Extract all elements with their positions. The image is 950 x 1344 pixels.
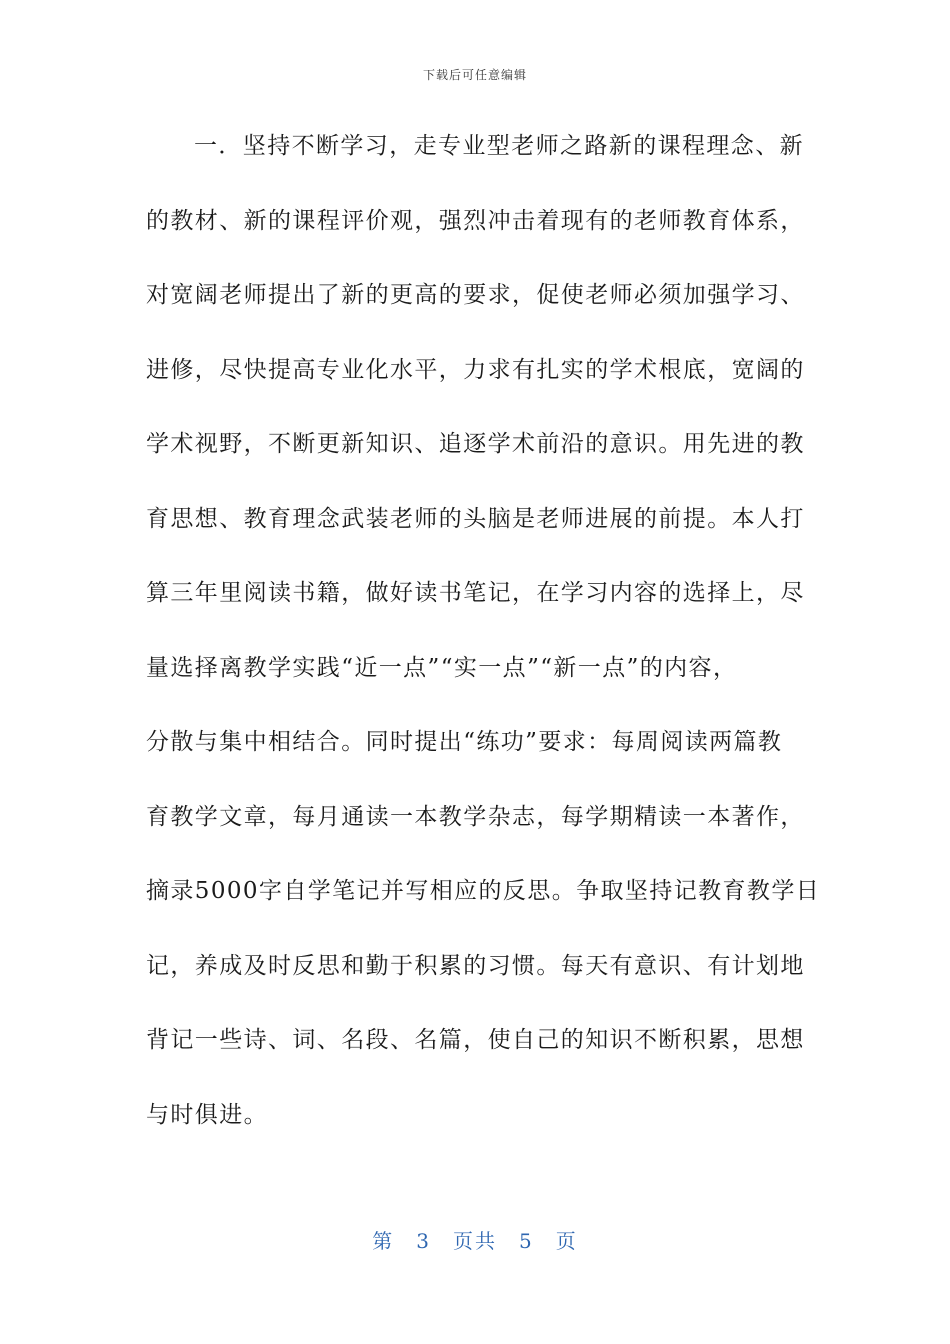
- paragraph-line: 育思想、教育理念武装老师的头脑是老师进展的前提。本人打: [146, 505, 805, 532]
- page-header: [0, 66, 950, 83]
- paragraph-line: 一．坚持不断学习，走专业型老师之路新的课程理念、新: [194, 133, 804, 159]
- paragraph-line: 与时俱进。: [146, 1101, 268, 1128]
- footer-suffix: 页: [555, 1229, 578, 1253]
- paragraph-line: 学术视野，不断更新知识、追逐学术前沿的意识。用先进的教: [146, 431, 805, 457]
- body-paragraph: [146, 109, 821, 1152]
- footer-current-page: 3: [416, 1229, 431, 1253]
- footer-prefix: 第: [372, 1229, 395, 1253]
- paragraph-line: 算三年里阅读书籍，做好读书笔记，在学习内容的选择上，尽: [146, 580, 805, 606]
- paragraph-line: 育教学文章，每月通读一本教学杂志，每学期精读一本著作，: [146, 803, 805, 830]
- paragraph-line: 摘录5000字自学笔记并写相应的反思。争取坚持记教育教学日: [146, 878, 821, 904]
- paragraph-line: 的教材、新的课程评价观，强烈冲击着现有的老师教育体系，: [146, 207, 805, 234]
- header-text: 下载后可任意编辑: [422, 68, 527, 82]
- page-footer: [0, 1225, 950, 1254]
- footer-total-pages: 5: [519, 1229, 534, 1253]
- paragraph-line: 对宽阔老师提出了新的更高的要求，促使老师必须加强学习、: [146, 282, 805, 308]
- paragraph-line: 记，养成及时反思和勤于积累的习惯。每天有意识、有计划地: [146, 952, 805, 979]
- paragraph-line: 进修，尽快提高专业化水平，力求有扎实的学术根底，宽阔的: [146, 356, 805, 383]
- paragraph-line: 背记一些诗、词、名段、名篇，使自己的知识不断积累，思想: [146, 1027, 805, 1053]
- paragraph-line: 分散与集中相结合。同时提出“练功”要求：每周阅读两篇教: [146, 729, 783, 755]
- footer-middle: 页共: [453, 1229, 497, 1253]
- paragraph-line: 量选择离教学实践“近一点”“实一点”“新一点”的内容，: [146, 654, 738, 681]
